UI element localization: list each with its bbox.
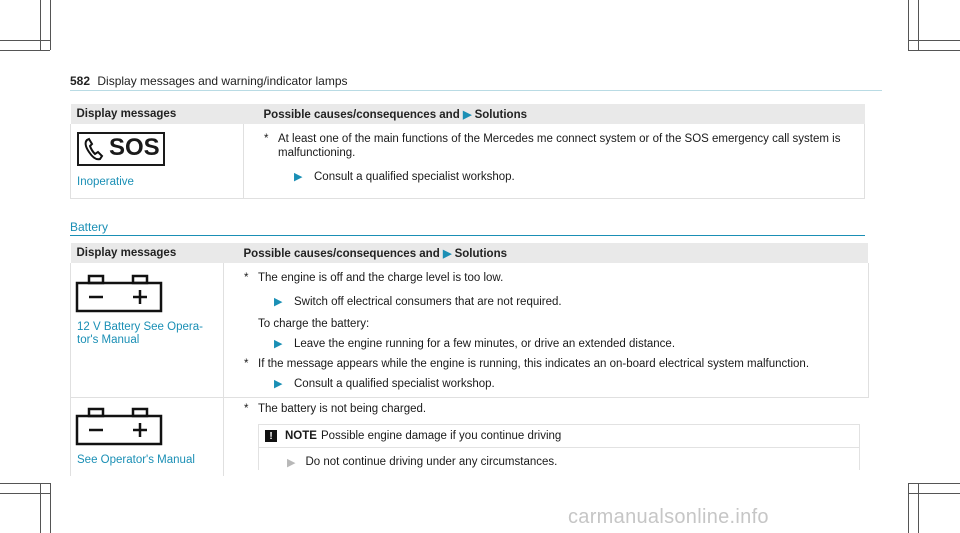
cause-marker: * xyxy=(244,272,249,284)
crop-mark xyxy=(908,483,960,484)
battery-message-table xyxy=(70,243,869,476)
note-text: Possible engine damage if you continue driving xyxy=(320,430,562,442)
section-rule xyxy=(70,235,865,236)
causes-cell xyxy=(224,398,869,477)
cause-marker: * xyxy=(244,403,249,415)
instruction-text: To charge the battery: xyxy=(258,318,370,330)
note-box xyxy=(258,424,860,470)
solution-text: Switch off electrical consumers that are not required. xyxy=(294,296,562,308)
crop-mark xyxy=(908,40,960,41)
battery-icon xyxy=(77,408,161,444)
header-rule xyxy=(70,90,882,91)
col-header-display-messages: Display messages xyxy=(71,104,244,124)
cause-item xyxy=(244,357,860,371)
note-step-text: Do not continue driving under any circumstances. xyxy=(305,456,558,468)
cause-text: If the message appears while the engine is running, this indicates an on-board electrical system malfunction. xyxy=(258,358,810,370)
causes-cell xyxy=(244,124,865,199)
arrow-icon: ▶ xyxy=(274,378,283,390)
section-title: Battery xyxy=(70,220,109,234)
battery-icon xyxy=(77,275,161,311)
solution-step xyxy=(274,337,860,351)
col-header-display-messages: Display messages xyxy=(71,243,224,263)
solution-text: Consult a qualified specialist workshop. xyxy=(294,378,495,390)
crop-mark xyxy=(40,0,41,50)
sos-icon-label: SOS xyxy=(109,134,160,161)
page-header xyxy=(70,74,348,88)
arrow-icon: ▶ xyxy=(287,456,296,469)
crop-mark xyxy=(918,0,919,50)
display-message-cell xyxy=(71,398,224,477)
crop-mark xyxy=(908,483,909,533)
causes-cell xyxy=(224,263,869,398)
crop-mark xyxy=(50,0,51,50)
solution-text: Consult a qualified specialist workshop. xyxy=(314,171,515,183)
cause-item xyxy=(244,271,860,285)
crop-mark xyxy=(0,493,50,494)
crop-mark xyxy=(0,50,50,51)
crop-mark xyxy=(908,0,909,50)
crop-mark xyxy=(50,483,51,533)
note-label: NOTE xyxy=(285,430,317,442)
col-header-causes: Possible causes/consequences and ▶ Solutions xyxy=(224,243,869,263)
arrow-icon: ▶ xyxy=(442,247,452,260)
note-header xyxy=(259,425,859,448)
sos-phone-icon xyxy=(77,132,165,166)
message-caption: 12 V Battery See Opera-tor's Manual xyxy=(77,321,203,346)
crop-mark xyxy=(908,50,960,51)
arrow-icon: ▶ xyxy=(462,108,472,121)
cause-item xyxy=(244,402,860,416)
crop-mark xyxy=(908,493,960,494)
page-number: 582 xyxy=(70,74,91,88)
watermark: carmanualsonline.info xyxy=(568,506,769,528)
crop-mark xyxy=(40,483,41,533)
col-header-causes: Possible causes/consequences and ▶ Solutions xyxy=(244,104,865,124)
cause-text: The engine is off and the charge level is too low. xyxy=(258,272,504,284)
display-message-cell xyxy=(71,124,244,199)
sos-message-table xyxy=(70,104,865,199)
display-message-cell xyxy=(71,263,224,398)
cause-text: At least one of the main functions of the Mercedes me connect system or of the SOS emergency call system is malfunctioning. xyxy=(278,133,841,159)
solution-step xyxy=(274,377,860,391)
arrow-icon: ▶ xyxy=(274,296,283,308)
solution-step xyxy=(294,170,856,184)
cause-marker: * xyxy=(244,358,249,370)
warning-icon: ! xyxy=(265,430,277,442)
message-caption: Inoperative xyxy=(77,176,134,188)
note-body xyxy=(259,448,859,470)
message-caption: See Operator's Manual xyxy=(77,454,195,466)
solution-text: Leave the engine running for a few minutes, or drive an extended distance. xyxy=(294,338,676,350)
page-header-title: Display messages and warning/indicator lamps xyxy=(97,74,348,88)
arrow-icon: ▶ xyxy=(274,338,283,350)
arrow-icon: ▶ xyxy=(294,171,303,183)
solution-step xyxy=(274,295,860,309)
cause-marker: * xyxy=(264,133,269,145)
crop-mark xyxy=(0,40,50,41)
cause-item xyxy=(264,132,856,160)
cause-text: The battery is not being charged. xyxy=(258,403,427,415)
crop-mark xyxy=(918,483,919,533)
crop-mark xyxy=(0,483,50,484)
